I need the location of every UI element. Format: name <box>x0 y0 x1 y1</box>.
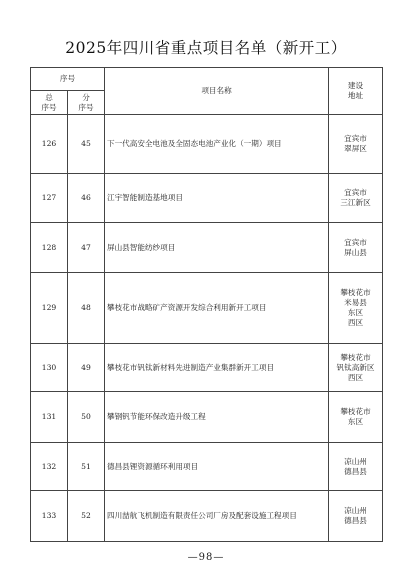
table-row <box>31 491 383 542</box>
table-row <box>31 443 383 491</box>
location-cell: 宜宾市 三江新区 <box>329 174 383 223</box>
location-cell: 攀枝花市 东区 <box>329 392 383 443</box>
page-number: —98— <box>187 552 225 563</box>
table-row <box>31 273 383 344</box>
location-cell: 攀枝花市 米易县 东区 西区 <box>329 273 383 344</box>
sub-seq-header: 分 序号 <box>68 91 105 115</box>
table-row <box>31 344 383 392</box>
sub-seq-cell: 51 <box>68 443 105 491</box>
project-name-header: 项目名称 <box>105 68 329 115</box>
sub-seq-cell: 46 <box>68 174 105 223</box>
sub-seq-cell: 50 <box>68 392 105 443</box>
project-table <box>30 67 383 542</box>
total-seq-header: 总 序号 <box>31 91 68 115</box>
sub-seq-cell: 47 <box>68 223 105 273</box>
page-title: 2025年四川省重点项目名单（新开工） <box>65 39 347 57</box>
project-name-cell: 攀钢钒节能环保改造升级工程 <box>105 392 329 443</box>
project-name-cell: 下一代高安全电池及全固态电池产业化（一期）项目 <box>105 115 329 174</box>
total-seq-cell: 127 <box>31 174 68 223</box>
table-row <box>31 392 383 443</box>
seq-header: 序号 <box>31 68 105 91</box>
total-seq-cell: 126 <box>31 115 68 174</box>
location-cell: 凉山州 德昌县 <box>329 443 383 491</box>
project-name-cell: 屏山县智能纺纱项目 <box>105 223 329 273</box>
project-name-cell: 攀枝花市战略矿产资源开发综合利用新开工项目 <box>105 273 329 344</box>
table-row <box>31 115 383 174</box>
location-header: 建设 地址 <box>329 68 383 115</box>
total-seq-cell: 131 <box>31 392 68 443</box>
total-seq-cell: 129 <box>31 273 68 344</box>
project-name-cell: 四川喆航飞机制造有限责任公司厂房及配套设施工程项目 <box>105 491 329 542</box>
table-row <box>31 174 383 223</box>
project-name-cell: 攀枝花市钒钛新材料先进制造产业集群新开工项目 <box>105 344 329 392</box>
total-seq-cell: 130 <box>31 344 68 392</box>
sub-seq-cell: 49 <box>68 344 105 392</box>
sub-seq-cell: 52 <box>68 491 105 542</box>
total-seq-cell: 128 <box>31 223 68 273</box>
header-row <box>31 68 383 91</box>
table-row <box>31 223 383 273</box>
total-seq-cell: 132 <box>31 443 68 491</box>
project-name-cell: 江宇智能制造基地项目 <box>105 174 329 223</box>
sub-seq-cell: 48 <box>68 273 105 344</box>
total-seq-cell: 133 <box>31 491 68 542</box>
location-cell: 宜宾市 屏山县 <box>329 223 383 273</box>
location-cell: 宜宾市 翠屏区 <box>329 115 383 174</box>
location-cell: 攀枝花市 钒钛高新区 西区 <box>329 344 383 392</box>
project-name-cell: 德昌县锂资源循环利用项目 <box>105 443 329 491</box>
sub-seq-cell: 45 <box>68 115 105 174</box>
location-cell: 凉山州 德昌县 <box>329 491 383 542</box>
